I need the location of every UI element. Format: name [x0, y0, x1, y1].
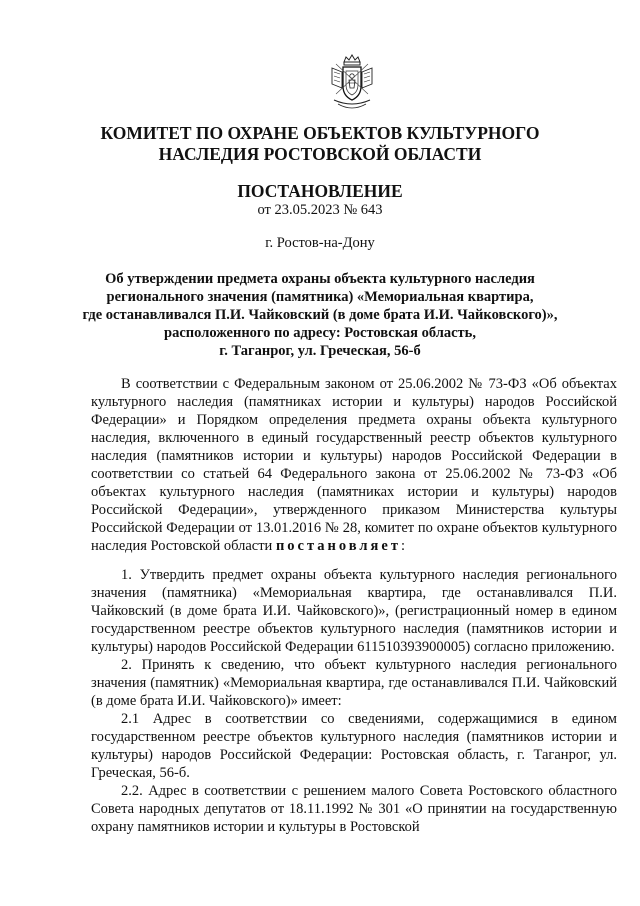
subject-line-1: Об утверждении предмета охраны объекта культурного наследия — [105, 271, 535, 287]
document-items — [91, 566, 617, 836]
organization-title — [0, 123, 640, 165]
subject-line-4: расположенного по адресу: Ростовская область, — [164, 325, 476, 341]
subject-line-3: где останавливался П.И. Чайковский (в доме брата И.И. Чайковского)», — [82, 307, 558, 323]
preamble-paragraph — [91, 375, 617, 555]
resolves-suffix: : — [400, 538, 405, 554]
document-subject — [0, 270, 640, 360]
document-body — [91, 375, 617, 555]
organization-title-line-1: КОМИТЕТ ПО ОХРАНЕ ОБЪЕКТОВ КУЛЬТУРНОГО — [100, 123, 540, 143]
document-date-number: от 23.05.2023 № 643 — [257, 202, 383, 218]
item-1-paragraph: 1. Утвердить предмет охраны объекта культурного наследия регионального значения (памятника) «Мемориальная квартира, где останавливался П.И. Чайковский (в доме брата И.И. Чайковского)», (регистрационный номер в едином государственном реестре объектов культурного наследия (памятников истории и культуры) народов Российской Федерации 611510393900005) согласно приложению. — [91, 567, 617, 655]
subject-line-5: г. Таганрог, ул. Греческая, 56-б — [219, 343, 421, 359]
subject-line-2: регионального значения (памятника) «Мемориальная квартира, — [106, 289, 534, 305]
item-2-2-paragraph: 2.2. Адрес в соответствии с решением малого Совета Ростовского областного Совета народных депутатов от 18.11.1992 № 301 «О принятии на государственную охрану памятников истории и культуры в Ростовской — [91, 783, 617, 835]
document-city: г. Ростов-на-Дону — [265, 235, 375, 251]
preamble-text: В соответствии с Федеральным законом от 25.06.2002 № 73-ФЗ «Об объектах культурного наследия (памятниках истории и культуры) народов Российской Федерации» и Порядком определения предмета охраны объекта культурного наследия, включенного в единый государственный реестр объектов культурного наследия (памятников истории и культуры) народов Российской Федерации в соответствии со статьей 64 Федерального закона от 25.06.2002 № 73-ФЗ «Об объектах культурного наследия (памятниках истории и культуры) народов Российской Федерации», утвержденного приказом Министерства культуры Российской Федерации от 13.01.2016 № 28, комитет по охране объектов культурного наследия Ростовской области — [91, 376, 617, 554]
document-type: ПОСТАНОВЛЕНИЕ — [237, 181, 403, 201]
item-2-1-paragraph: 2.1 Адрес в соответствии со сведениями, содержащимися в едином государственном реестре объектов культурного наследия (памятников истории и культуры) народов Российской Федерации: Ростовская область, г. Таганрог, ул. Греческая, 56-б. — [91, 711, 617, 781]
organization-title-line-2: НАСЛЕДИЯ РОСТОВСКОЙ ОБЛАСТИ — [158, 144, 482, 164]
item-2-paragraph: 2. Принять к сведению, что объект культурного наследия регионального значения (памятник) «Мемориальная квартира, где останавливался П.И. Чайковский (в доме брата И.И. Чайковского)» имеет: — [91, 657, 617, 709]
rostov-oblast-coat-of-arms-icon — [326, 54, 378, 114]
resolves-word: постановляет — [275, 538, 401, 554]
